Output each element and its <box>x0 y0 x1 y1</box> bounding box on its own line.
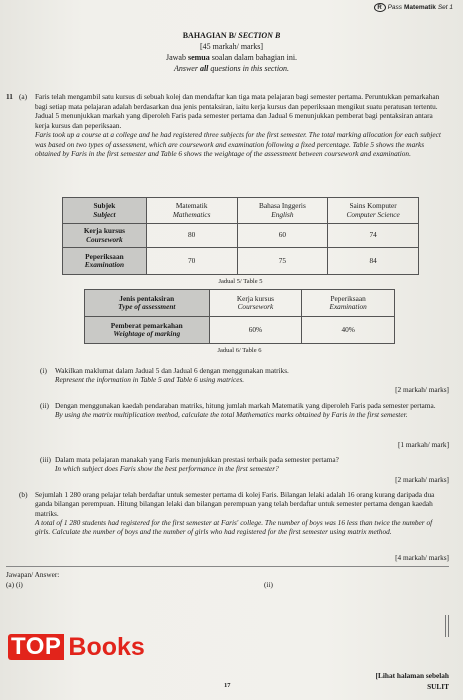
table5-cell: 84 <box>328 248 419 275</box>
section-instruction-en: Answer all questions in this section. <box>173 64 290 73</box>
subquestion-i: Wakilkan maklumat dalam Jadual 5 dan Jadual 6 dengan menggunakan matriks. Represent the information in Table 5 and Table 6 using matrices. <box>55 366 289 385</box>
answer-part-ii: (ii) <box>264 580 273 589</box>
section-title-en: SECTION B <box>238 31 281 40</box>
watermark-books: Books <box>68 633 145 661</box>
series-label: Pass <box>387 4 403 11</box>
part-b-marks: [4 markah/ marks] <box>395 553 449 562</box>
publisher-logo: R <box>374 3 386 12</box>
table5-col-header: Bahasa Inggeris English <box>237 198 328 224</box>
answer-part-a: (a) (i) <box>6 580 23 589</box>
set-label: Set 1 <box>437 4 453 11</box>
topbooks-watermark <box>8 634 145 660</box>
table6-row-header: Pemberat pemarkahan Weightage of marking <box>85 317 210 344</box>
section-heading <box>0 30 463 74</box>
question-11a-ms: Faris telah mengambil satu kursus di sebuah kolej dan mendaftar kan tiga mata pelajaran bagi semester pertama. Peruntukkan pemarkahan bagi setiap mata pelajaran adalah berdasarkan dua jenis pentaksiran, iaitu kerja kursus dan peperiksaan mengikut suatu peratusan tertentu. Jadual 5 menunjukkan markah yang diperoleh Faris pada semester pertama dan Jadual 6 menunjukkan pemberat bagi pentaksiran antara kerja kursus dan peperiksaan. <box>35 92 440 130</box>
part-a-label: (a) <box>19 92 28 101</box>
table6-cell: 60% <box>209 317 302 344</box>
section-marks: [45 markah/ marks] <box>199 42 264 51</box>
divider <box>6 566 449 567</box>
question-number: 11 <box>6 92 13 101</box>
table-6 <box>84 289 395 344</box>
table6-col-header: Peperiksaan Examination <box>302 290 395 317</box>
table5-corner: Subjek Subject <box>63 198 147 224</box>
table5-col-header: Matematik Mathematics <box>146 198 237 224</box>
answer-label: Jawapan/ Answer: <box>6 570 60 579</box>
table5-cell: 80 <box>146 224 237 248</box>
subquestion-ii-marks: [1 markah/ mark] <box>397 440 449 449</box>
table-5 <box>62 197 419 275</box>
table5-cell: 74 <box>328 224 419 248</box>
page-footer: [Lihat halaman sebelah SULIT <box>375 671 449 691</box>
subquestion-iii-marks: [2 markah/ marks] <box>395 475 449 484</box>
question-11a-text <box>35 92 447 159</box>
table5-cell: 75 <box>237 248 328 275</box>
table6-col-header: Kerja kursus Coursework <box>209 290 302 317</box>
section-title-ms: BAHAGIAN B/ <box>182 31 237 40</box>
table5-cell: 70 <box>146 248 237 275</box>
subquestion-label: (iii) <box>40 455 51 464</box>
page-header <box>374 3 453 12</box>
subquestion-label: (ii) <box>40 401 49 410</box>
subject-label: Matematik <box>404 4 436 11</box>
table6-corner: Jenis pentaksiran Type of assessment <box>85 290 210 317</box>
subquestion-i-marks: [2 markah/ marks] <box>395 385 449 394</box>
table5-col-header: Sains Komputer Computer Science <box>328 198 419 224</box>
page-number: 17 <box>224 682 231 689</box>
table6-cell: 40% <box>302 317 395 344</box>
table5-row-header: Peperiksaan Examination <box>63 248 147 275</box>
question-11a-en: Faris took up a course at a college and he had registered three subjects for the first semester. The total marking allocation for each subject was based on two types of assessment, which are coursework and examination following a fixed percentage. Table 5 shows the marks obtained by Faris in the first semester and Table 6 shows the weightage of the assessment between coursework and examination. <box>35 130 441 158</box>
scrollbar[interactable] <box>445 615 449 637</box>
question-11b-text: Sejumlah 1 280 orang pelajar telah berdaftar untuk semester pertama di kolej Faris. Bilangan lelaki adalah 16 orang kurang daripada dua ganda bilangan perempuan. Hitung bilangan lelaki dan bilangan perempuan yang telah berdaftar untuk semester pertama dengan kaedah matriks. A total of 1 280 students had registered for the first semester at Faris' college. The number of boys was 16 less than twice the number of girls. Calculate the number of boys and the number of girls who had registered for the first semester using matrix method. <box>35 490 435 537</box>
table5-cell: 60 <box>237 224 328 248</box>
table5-row-header: Kerja kursus Coursework <box>63 224 147 248</box>
part-b-label: (b) <box>19 490 28 499</box>
subquestion-label: (i) <box>40 366 47 375</box>
table5-caption: Jadual 5/ Table 5 <box>218 278 263 285</box>
section-instruction-ms: Jawab semua soalan dalam bahagian ini. <box>165 53 298 62</box>
watermark-top: TOP <box>8 634 64 660</box>
subquestion-iii: Dalam mata pelajaran manakah yang Faris menunjukkan prestasi terbaik pada semester pertama? In which subject does Faris show the best performance in the first semester? <box>55 455 339 474</box>
subquestion-ii: Dengan menggunakan kaedah pendaraban matriks, hitung jumlah markah Matematik yang diperoleh Faris pada semester pertama. By using the matrix multiplication method, calculate the total Mathematics marks obtained by Faris in the first semester. <box>55 401 436 420</box>
table6-caption: Jadual 6/ Table 6 <box>217 347 262 354</box>
